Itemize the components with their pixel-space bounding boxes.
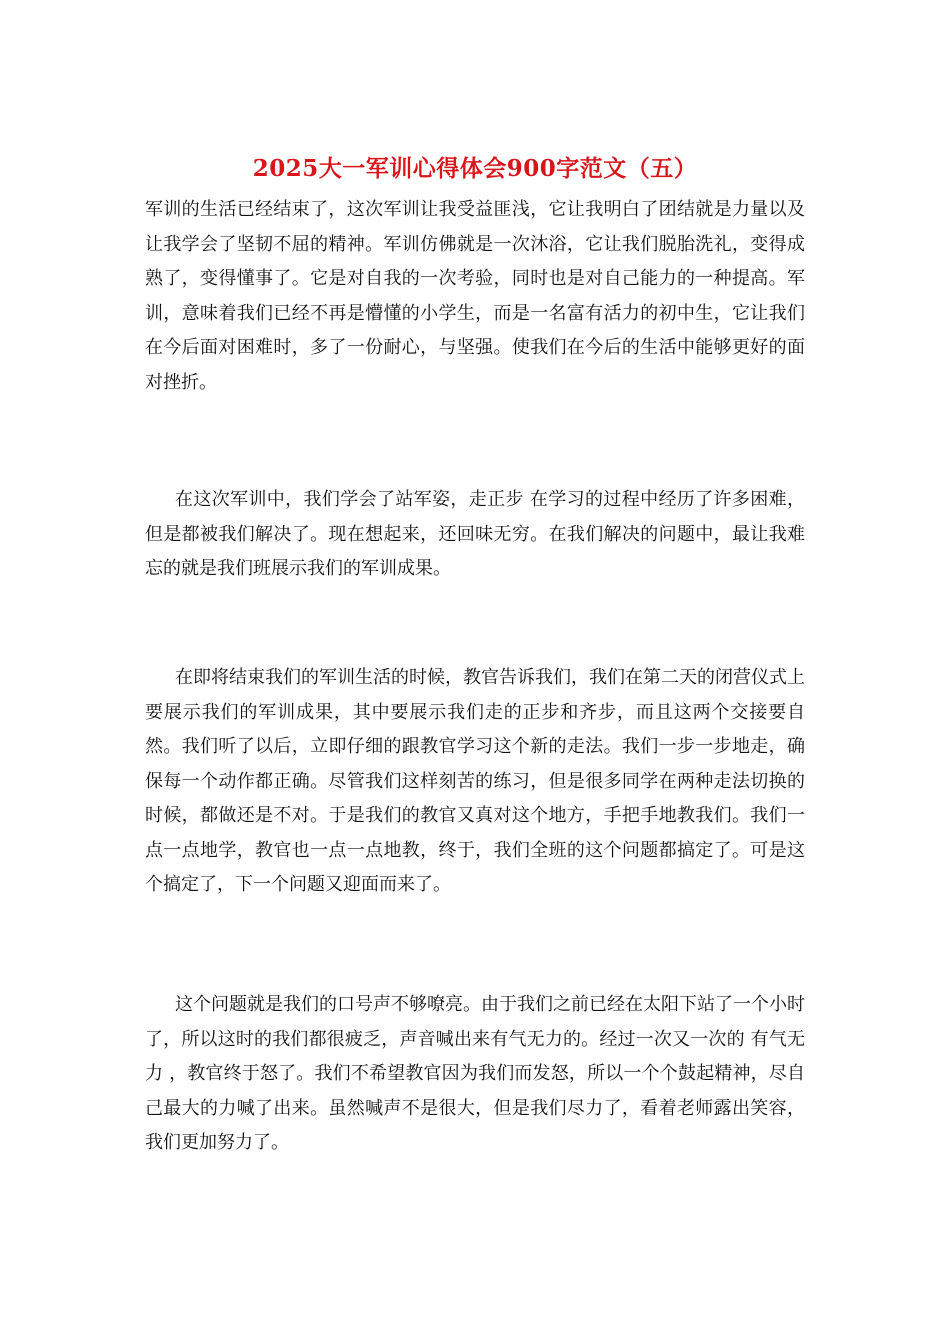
paragraph-3: 在即将结束我们的军训生活的时候，教官告诉我们，我们在第二天的闭营仪式上要展示我们的军训成果，其中要展示我们走的正步和齐步，而且这两个交接要自然。我们听了以后，立即仔细的跟教官学习这个新的走法。我们一步一步地走，确保每一个动作都正确。尽管我们这样刻苦的练习，但是很多同学在两种走法切换的时候，都做还是不对。于是我们的教官又真对这个地方，手把手地教我们。我们一点一点地学，教官也一点一点地教，终于，我们全班的这个问题都搞定了。可是这个搞定了，下一个问题又迎面而来了。 [145,667,805,895]
paragraph-4: 这个问题就是我们的口号声不够嘹亮。由于我们之前已经在太阳下站了一个小时了，所以这时的我们都很疲乏，声音喊出来有气无力的。经过一次又一次的 有气无力 ，教官终于怒了。我们不希望教官因为我们而发怒，所以一个个鼓起精神，尽自己最大的力喊了出来。虽然喊声不是很大，但是我们尽力了，看着老师露出笑容，我们更加努力了。 [145,994,805,1153]
document-title: 2025大一军训心得体会900字范文（五） [252,155,698,182]
paragraph-2: 在这次军训中，我们学会了站军姿，走正步 在学习的过程中经历了许多困难，但是都被我们解决了。现在想起来，还回味无穷。在我们解决的问题中，最让我难忘的就是我们班展示我们的军训成果。 [145,489,805,579]
paragraph-1: 军训的生活已经结束了，这次军训让我受益匪浅，它让我明白了团结就是力量以及让我学会了坚韧不屈的精神。军训仿佛就是一次沐浴，它让我们脱胎洗礼，变得成熟了，变得懂事了。它是对自我的一次考验，同时也是对自己能力的一种提高。军训，意味着我们已经不再是懵懂的小学生，而是一名富有活力的初中生，它让我们在今后面对困难时，多了一份耐心，与坚强。使我们在今后的生活中能够更好的面对挫折。 [145,199,805,393]
